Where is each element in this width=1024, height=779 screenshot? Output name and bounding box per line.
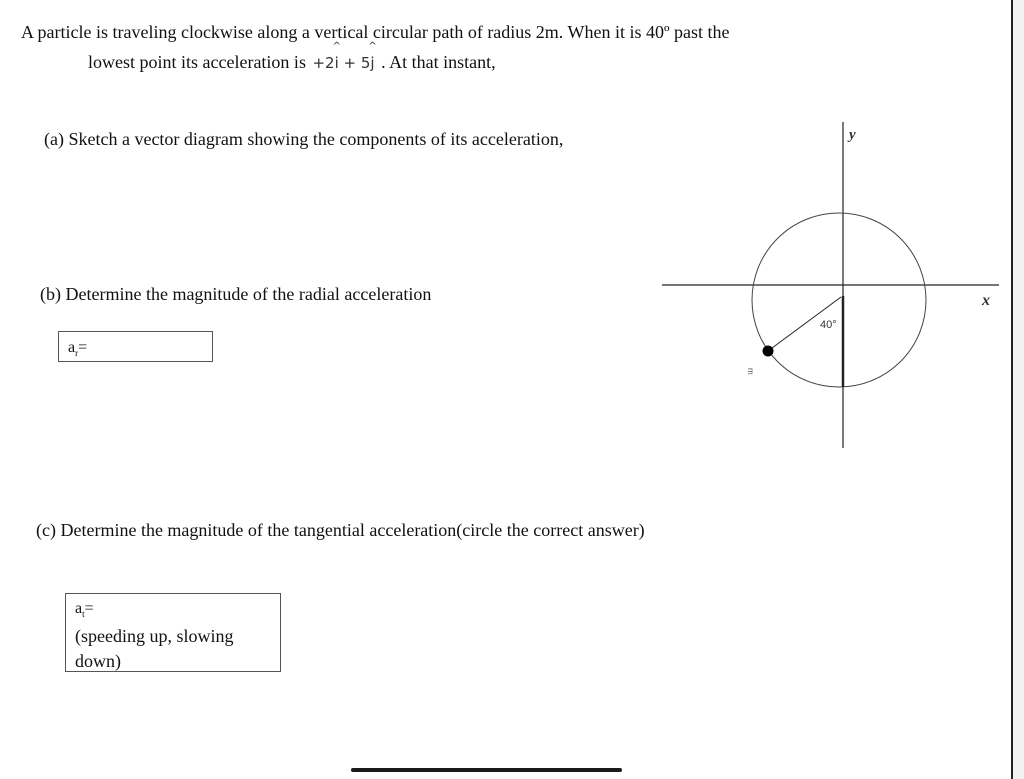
at-equals: = — [84, 600, 94, 617]
vector-i-coefficient: 2 — [325, 54, 335, 72]
speeding-slowing-choice[interactable]: (speeding up, slowing down) — [75, 626, 234, 671]
vector-sign: + — [312, 54, 326, 72]
ar-subscript: r — [75, 348, 79, 359]
y-axis-label: y — [849, 127, 856, 143]
circular-path — [752, 213, 926, 387]
mass-label: m — [746, 368, 755, 375]
vector-plus: + — [338, 54, 361, 72]
at-subscript: t — [82, 609, 85, 620]
x-axis-label: x — [982, 292, 990, 309]
particle — [763, 346, 774, 357]
problem-line-1: A particle is traveling clockwise along a vertical circular path of radius 2m. When it is 40º past the — [21, 22, 730, 42]
angle-label: 40° — [820, 319, 837, 331]
at-symbol: a — [75, 600, 83, 617]
problem-line-2-text: lowest point its acceleration is — [88, 52, 306, 72]
home-indicator-bar[interactable] — [351, 768, 622, 772]
ar-equals: = — [78, 339, 88, 356]
part-a-text: (a) Sketch a vector diagram showing the components of its acceleration, — [44, 129, 564, 149]
ar-symbol: a — [68, 339, 76, 356]
unit-vector-j: ^ j — [370, 56, 374, 71]
unit-vector-i: ^ i — [335, 56, 339, 71]
part-c-text: (c) Determine the magnitude of the tangential acceleration(circle the correct answer) — [36, 520, 645, 540]
right-edge-strip — [1013, 0, 1024, 779]
part-b-text: (b) Determine the magnitude of the radial acceleration — [40, 284, 432, 304]
vector-j-coefficient: 5 — [360, 54, 371, 72]
problem-line-2-end: . At that instant, — [381, 52, 496, 72]
